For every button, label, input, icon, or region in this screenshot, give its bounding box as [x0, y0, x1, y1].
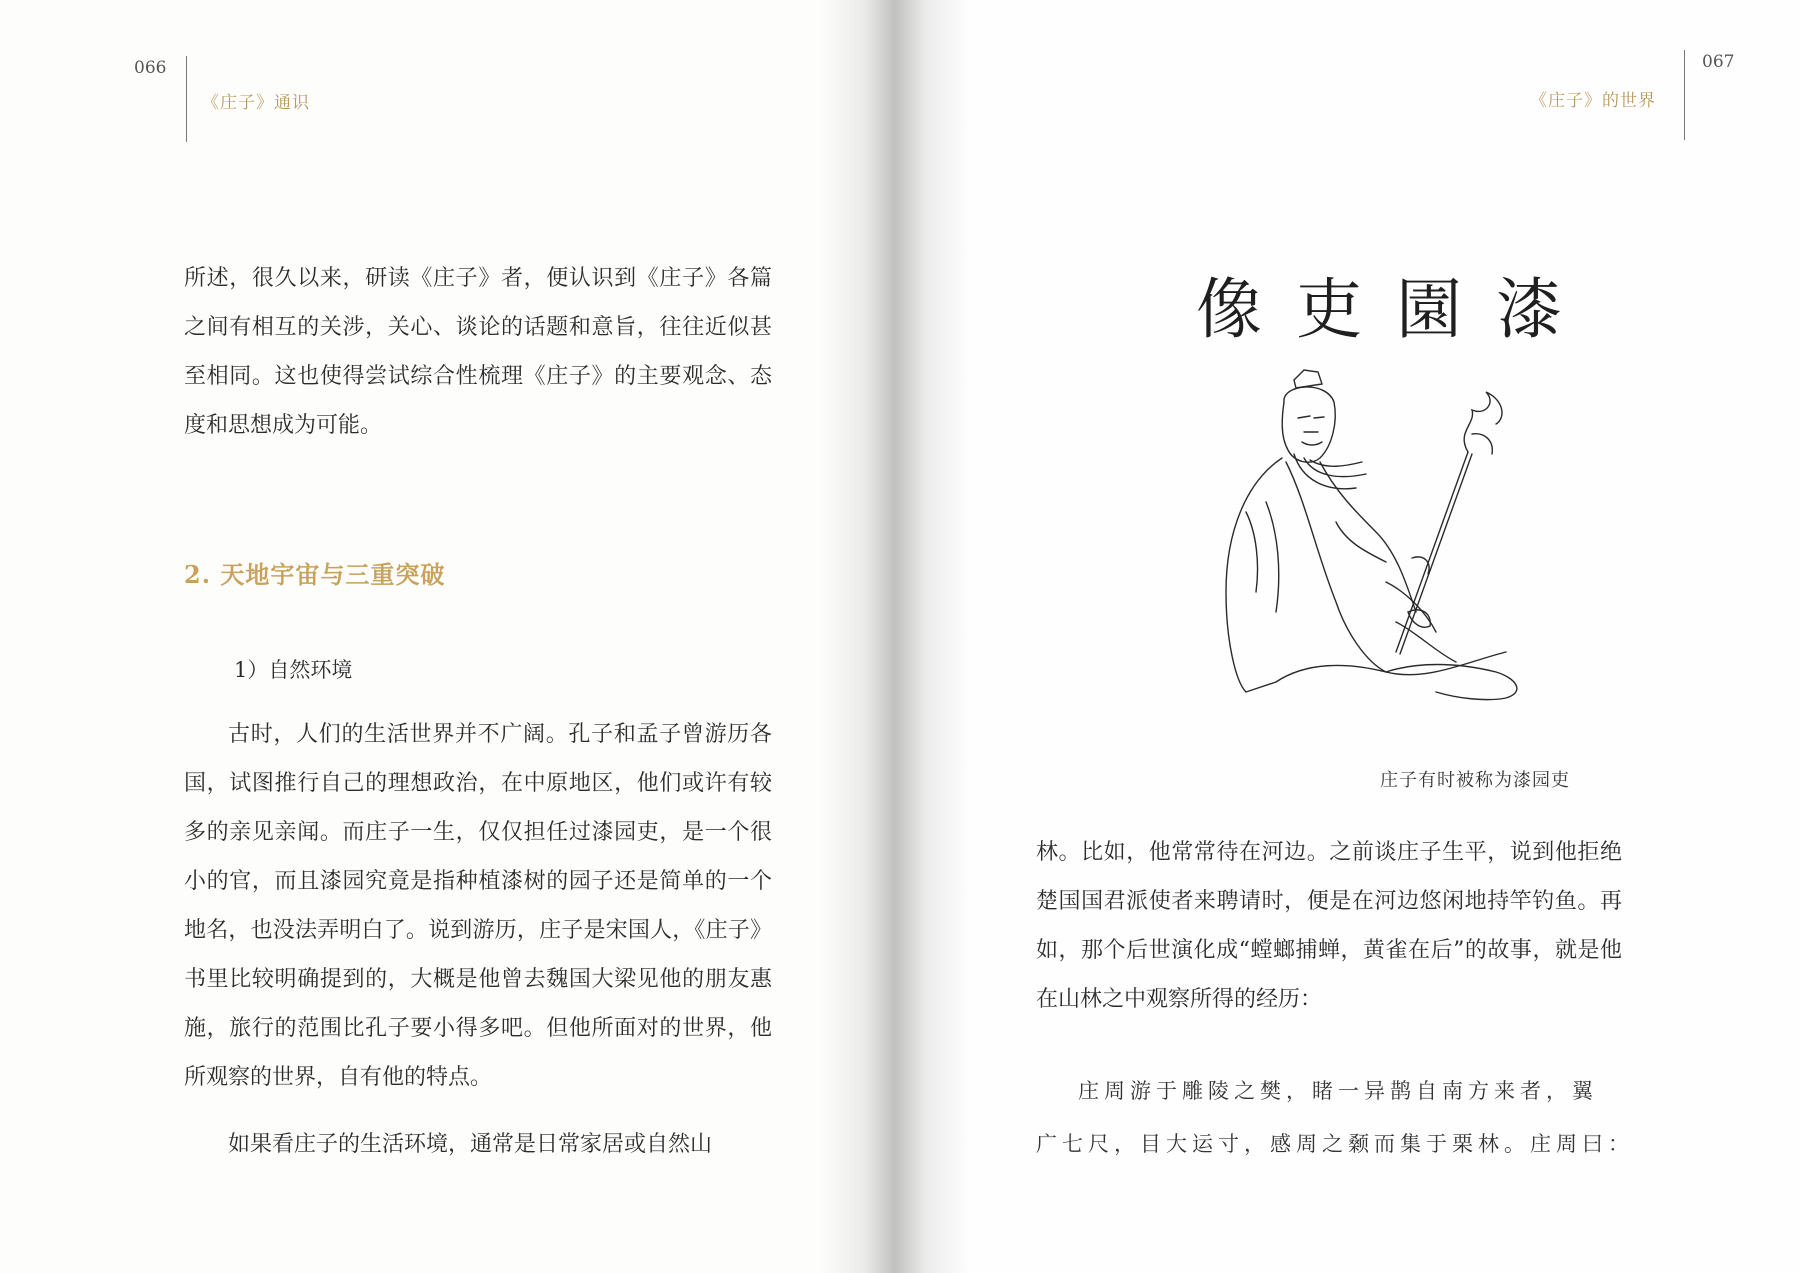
- zhuangzi-quote: [1036, 1065, 1636, 1171]
- paragraph-1: [184, 710, 772, 1102]
- sub-heading: 1）自然环境: [234, 658, 353, 682]
- portrait-sketch: [1186, 362, 1536, 762]
- quote-line-2: 广七尺，目大运寸，感周之颡而集于栗林。庄周曰：: [1036, 1132, 1634, 1156]
- zhuangzi-portrait: [1186, 362, 1536, 762]
- right-body-paragraph-text: 林。比如，他常常待在河边。之前谈庄子生平，说到他拒绝楚国国君派使者来聘请时，便是在河边悠闲地持竿钓鱼。再如，那个后世演化成“螳螂捕蝉，黄雀在后”的故事，就是他在山林之中观察所得的经历：: [1036, 840, 1622, 1012]
- right-header-rule: [1684, 50, 1685, 140]
- paragraph-2: [184, 1120, 772, 1169]
- right-page-number: 067: [1702, 52, 1735, 72]
- illustration-title: 像吏園漆: [1196, 271, 1596, 348]
- right-page: [930, 0, 1800, 1273]
- paragraph-2-text: 如果看庄子的生活环境，通常是日常家居或自然山: [228, 1132, 713, 1157]
- quote-line-1: 庄周游于雕陵之樊，睹一异鹊自南方来者，翼: [1078, 1079, 1598, 1103]
- left-page-number: 066: [134, 58, 167, 78]
- illustration-caption: 庄子有时被称为漆园吏: [1380, 770, 1570, 791]
- right-body-paragraph: [1036, 828, 1622, 1024]
- intro-paragraph: [184, 254, 772, 450]
- intro-paragraph-text: 所述，很久以来，研读《庄子》者，便认识到《庄子》各篇之间有相互的关涉，关心、谈论的话题和意旨，往往近似甚至相同。这也使得尝试综合性梳理《庄子》的主要观念、态度和思想成为可能。: [184, 266, 772, 438]
- right-running-head: 《庄子》的世界: [1530, 91, 1656, 111]
- left-running-head: 《庄子》通识: [202, 93, 310, 113]
- paragraph-1-text: 古时，人们的生活世界并不广阔。孔子和孟子曾游历各国，试图推行自己的理想政治，在中原地区，他们或许有较多的亲见亲闻。而庄子一生，仅仅担任过漆园吏，是一个很小的官，而且漆园究竟是指种植漆树的园子还是简单的一个地名，也没法弄明白了。说到游历，庄子是宋国人，《庄子》书里比较明确提到的，大概是他曾去魏国大梁见他的朋友惠施，旅行的范围比孔子要小得多吧。但他所面对的世界，他所观察的世界，自有他的特点。: [184, 722, 772, 1090]
- section-heading: 2. 天地宇宙与三重突破: [184, 560, 446, 589]
- left-header-rule: [186, 56, 187, 142]
